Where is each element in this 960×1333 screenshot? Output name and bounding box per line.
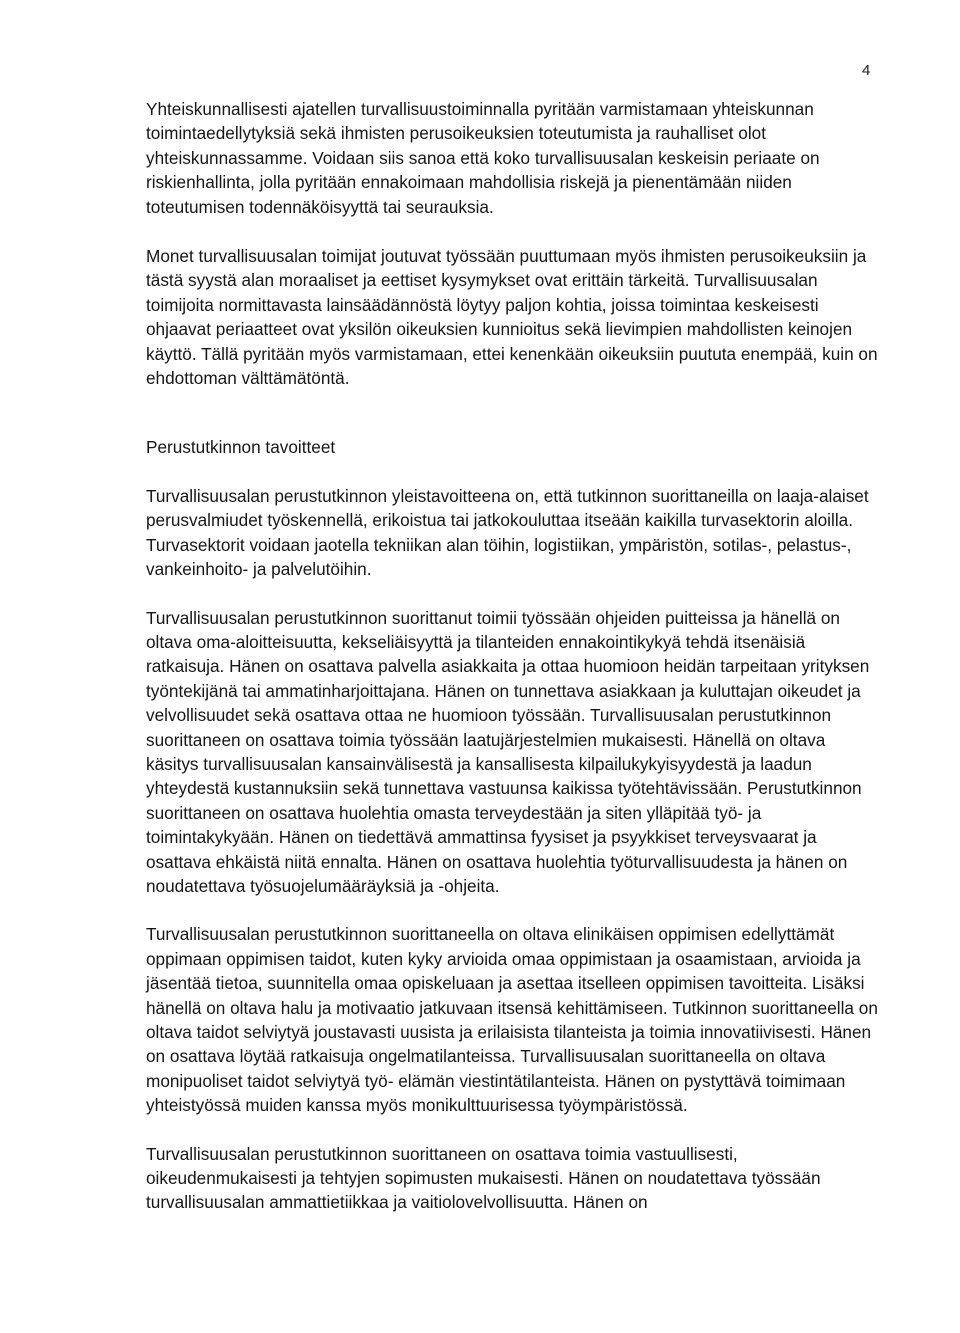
page-number: 4 (862, 62, 871, 79)
document-body (146, 97, 878, 1239)
paragraph-2: Monet turvallisuusalan toimijat joutuvat työssään puuttumaan myös ihmisten perusoikeuksiin ja tästä syystä alan moraaliset ja eettiset kysymykset ovat erittäin tärkeitä. Turvallisuusalan toimijoita normittavasta lainsäädännöstä löytyy paljon kohtia, joissa toimintaa keskeisesti ohjaavat periaatteet ovat yksilön oikeuksien kunnioitus sekä lievimpien mahdollisten keinojen käyttö. Tällä pyritään myös varmistamaan, ettei kenenkään oikeuksiin puututa enempää, kuin on ehdottoman välttämätöntä. (146, 246, 878, 389)
paragraph-4: Turvallisuusalan perustutkinnon suorittanut toimii työssään ohjeiden puitteissa ja hänellä on oltava oma-aloitteisuutta, kekseliäisyyttä ja tilanteiden ennakointikykyä tehdä itsenäisiä ratkaisuja. Hänen on osattava palvella asiakkaita ja ottaa huomioon heidän tarpeitaan yrityksen työntekijänä tai ammatinharjoittajana. Hänen on tunnettava asiakkaan ja kuluttajan oikeudet ja velvollisuudet sekä osattava ottaa ne huomioon työssään. Turvallisuusalan perustutkinnon suorittaneen on osattava toimia työssään laatujärjestelmien mukaisesti. Hänellä on oltava käsitys turvallisuusalan kansainvälisestä ja kansallisesta kilpailukykyisyydestä ja laadun yhteydestä kustannuksiin sekä tunnettava vastuunsa kaikissa työtehtävissään. Perustutkinnon suorittaneen on osattava huolehtia omasta terveydestään ja siten ylläpitää työ- ja toimintakykyään. Hänen on tiedettävä ammattinsa fyysiset ja psyykkiset terveysvaarat ja osattava ehkäistä niitä ennalta. Hänen on osattava huolehtia työturvallisuudesta ja hänen on noudatettava työsuojelumääräyksiä ja -ohjeita. (146, 607, 870, 896)
paragraph-5: Turvallisuusalan perustutkinnon suorittaneella on oltava elinikäisen oppimisen edellyttämät oppimaan oppimisen taidot, kuten kyky arvioida omaa oppimistaan ja osaamistaan, arvioida ja jäsentää tietoa, suunnitella omaa opiskeluaan ja asettaa itselleen oppimisen tavoitteita. Lisäksi hänellä on oltava halu ja motivaatio jatkuvaan itsensä kehittämiseen. Tutkinnon suorittaneella on oltava taidot selviytyä joustavasti uusista ja erilaisista tilanteista ja toimia innovatiivisesti. Hänen on osattava löytää ratkaisuja ongelmatilanteissa. Turvallisuusalan suorittaneella on oltava monipuoliset taidot selviytyä työ- elämän viestintätilanteista. Hänen on pystyttävä toimimaan yhteistyössä muiden kanssa myös monikulttuurisessa työympäristössä. (146, 924, 878, 1116)
paragraph-1: Yhteiskunnallisesti ajatellen turvallisuustoiminnalla pyritään varmistamaan yhteiskunnan toimintaedellytyksiä sekä ihmisten perusoikeuksien toteutumista ja rauhalliset olot yhteiskunnassamme. Voidaan siis sanoa että koko turvallisuusalan keskeisin periaate on riskienhallinta, jolla pyritään ennakoimaan mahdollisia riskejä ja pienentämään niiden toteutumisen todennäköisyyttä tai seurauksia. (146, 99, 820, 217)
paragraph-3: Turvallisuusalan perustutkinnon yleistavoitteena on, että tutkinnon suorittaneilla on laaja-alaiset perusvalmiudet työskennellä, erikoistua tai jatkokouluttaa itseään kaikilla turvasektorin aloilla. Turvasektorit voidaan jaotella tekniikan alan töihin, logistiikan, ympäristön, sotilas-, pelastus-, vankeinhoito- ja palvelutöihin. (146, 485, 869, 580)
paragraph-6: Turvallisuusalan perustutkinnon suorittaneen on osattava toimia vastuullisesti, oikeudenmukaisesti ja tehtyjen sopimusten mukaisesti. Hänen on noudatettava työssään turvallisuusalan ammattietiikkaa ja vaitiolovelvollisuutta. Hänen on (146, 1143, 821, 1213)
section-heading: Perustutkinnon tavoitteet (146, 437, 336, 458)
